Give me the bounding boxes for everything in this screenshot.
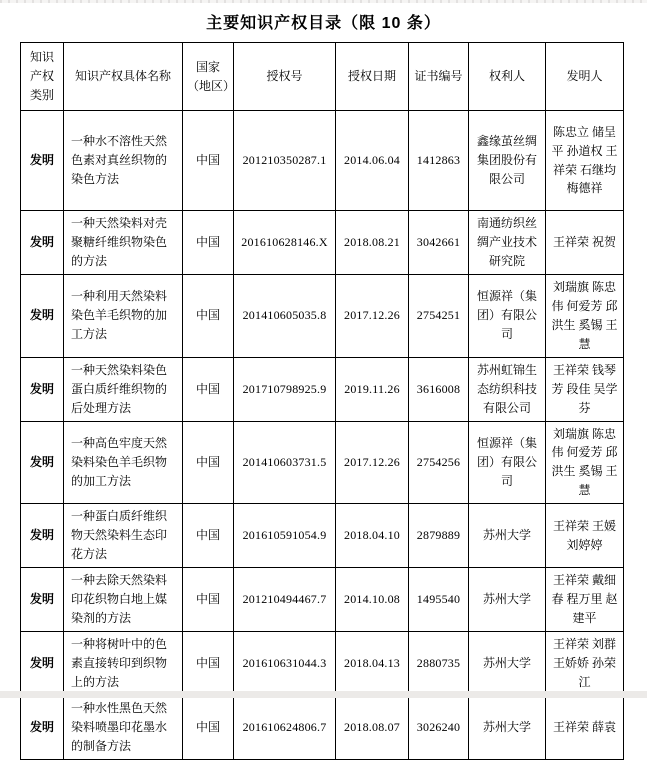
table-row <box>21 274 624 357</box>
cell-date: 2018.04.10 <box>336 504 409 568</box>
col-header-rights-holder: 权利人 <box>469 43 546 111</box>
cell-number: 201210350287.1 <box>234 111 336 211</box>
cell-category: 发明 <box>21 421 64 504</box>
table-row <box>21 695 624 759</box>
page-top-edge <box>0 0 647 3</box>
cell-category: 发明 <box>21 357 64 421</box>
cell-category: 发明 <box>21 274 64 357</box>
cell-number: 201210494467.7 <box>234 568 336 632</box>
cell-date: 2017.12.26 <box>336 421 409 504</box>
cell-cert: 2879889 <box>409 504 469 568</box>
table-row <box>21 357 624 421</box>
page-bottom-edge <box>0 691 647 698</box>
cell-name: 一种水性黑色天然染料喷墨印花墨水的制备方法 <box>64 695 183 759</box>
cell-country: 中国 <box>183 111 234 211</box>
cell-country: 中国 <box>183 504 234 568</box>
cell-number: 201610631044.3 <box>234 632 336 696</box>
col-header-cert-number: 证书编号 <box>409 43 469 111</box>
cell-date: 2018.08.21 <box>336 211 409 275</box>
cell-holder: 南通纺织丝绸产业技术研究院 <box>469 211 546 275</box>
cell-name: 一种天然染料对壳聚糖纤维织物染色的方法 <box>64 211 183 275</box>
patent-table-body <box>21 111 624 760</box>
cell-holder: 苏州大学 <box>469 568 546 632</box>
cell-holder: 苏州大学 <box>469 504 546 568</box>
col-header-grant-number: 授权号 <box>234 43 336 111</box>
cell-cert: 1495540 <box>409 568 469 632</box>
cell-inventors: 王祥荣 薛袁 <box>546 695 624 759</box>
cell-number: 201710798925.9 <box>234 357 336 421</box>
cell-name: 一种将树叶中的色素直接转印到织物上的方法 <box>64 632 183 696</box>
cell-number: 201410603731.5 <box>234 421 336 504</box>
cell-country: 中国 <box>183 632 234 696</box>
cell-name: 一种去除天然染料印花织物白地上媒染剂的方法 <box>64 568 183 632</box>
cell-cert: 2754251 <box>409 274 469 357</box>
cell-cert: 3026240 <box>409 695 469 759</box>
cell-country: 中国 <box>183 695 234 759</box>
cell-country: 中国 <box>183 357 234 421</box>
cell-inventors: 王祥荣 戴细春 程万里 赵建平 <box>546 568 624 632</box>
cell-name: 一种天然染料染色蛋白质纤维织物的后处理方法 <box>64 357 183 421</box>
cell-name: 一种水不溶性天然色素对真丝织物的染色方法 <box>64 111 183 211</box>
cell-date: 2014.06.04 <box>336 111 409 211</box>
table-row <box>21 504 624 568</box>
cell-name: 一种蛋白质纤维织物天然染料生态印花方法 <box>64 504 183 568</box>
col-header-country: 国家（地区） <box>183 43 234 111</box>
cell-holder: 鑫缘茧丝绸集团股份有限公司 <box>469 111 546 211</box>
cell-cert: 1412863 <box>409 111 469 211</box>
cell-holder: 苏州大学 <box>469 632 546 696</box>
cell-cert: 2880735 <box>409 632 469 696</box>
cell-date: 2018.08.07 <box>336 695 409 759</box>
cell-country: 中国 <box>183 274 234 357</box>
cell-date: 2019.11.26 <box>336 357 409 421</box>
cell-inventors: 王祥荣 钱琴芳 段佳 吴学芬 <box>546 357 624 421</box>
cell-category: 发明 <box>21 211 64 275</box>
cell-name: 一种高色牢度天然染料染色羊毛织物的加工方法 <box>64 421 183 504</box>
cell-cert: 2754256 <box>409 421 469 504</box>
page-title: 主要知识产权目录（限 10 条） <box>206 15 441 32</box>
cell-date: 2014.10.08 <box>336 568 409 632</box>
table-row <box>21 632 624 696</box>
cell-inventors: 刘瑞旗 陈忠伟 何爱芳 邱洪生 奚锡 王慧 <box>546 274 624 357</box>
cell-cert: 3042661 <box>409 211 469 275</box>
cell-cert: 3616008 <box>409 357 469 421</box>
cell-date: 2018.04.13 <box>336 632 409 696</box>
cell-holder: 恒源祥（集团）有限公司 <box>469 274 546 357</box>
table-row <box>21 568 624 632</box>
table-header-row <box>21 43 624 111</box>
cell-inventors: 王祥荣 刘群 王娇娇 孙荣江 <box>546 632 624 696</box>
cell-category: 发明 <box>21 695 64 759</box>
cell-number: 201610628146.X <box>234 211 336 275</box>
cell-holder: 苏州大学 <box>469 695 546 759</box>
cell-number: 201410605035.8 <box>234 274 336 357</box>
cell-number: 201610624806.7 <box>234 695 336 759</box>
cell-country: 中国 <box>183 421 234 504</box>
cell-category: 发明 <box>21 111 64 211</box>
cell-inventors: 王祥荣 王媛 刘婷婷 <box>546 504 624 568</box>
cell-inventors: 陈忠立 储呈平 孙道权 王祥荣 石继均 梅德祥 <box>546 111 624 211</box>
patent-table <box>20 42 624 760</box>
cell-holder: 恒源祥（集团）有限公司 <box>469 421 546 504</box>
cell-inventors: 王祥荣 祝贺 <box>546 211 624 275</box>
cell-category: 发明 <box>21 504 64 568</box>
col-header-ip-name: 知识产权具体名称 <box>64 43 183 111</box>
table-row <box>21 421 624 504</box>
cell-country: 中国 <box>183 568 234 632</box>
cell-category: 发明 <box>21 632 64 696</box>
col-header-inventors: 发明人 <box>546 43 624 111</box>
cell-date: 2017.12.26 <box>336 274 409 357</box>
cell-name: 一种利用天然染料染色羊毛织物的加工方法 <box>64 274 183 357</box>
table-row <box>21 111 624 211</box>
cell-holder: 苏州虹锦生态纺织科技有限公司 <box>469 357 546 421</box>
table-row <box>21 211 624 275</box>
cell-number: 201610591054.9 <box>234 504 336 568</box>
cell-category: 发明 <box>21 568 64 632</box>
col-header-grant-date: 授权日期 <box>336 43 409 111</box>
col-header-ip-category: 知识产权类别 <box>21 43 64 111</box>
cell-inventors: 刘瑞旗 陈忠伟 何爱芳 邱洪生 奚锡 王慧 <box>546 421 624 504</box>
cell-country: 中国 <box>183 211 234 275</box>
